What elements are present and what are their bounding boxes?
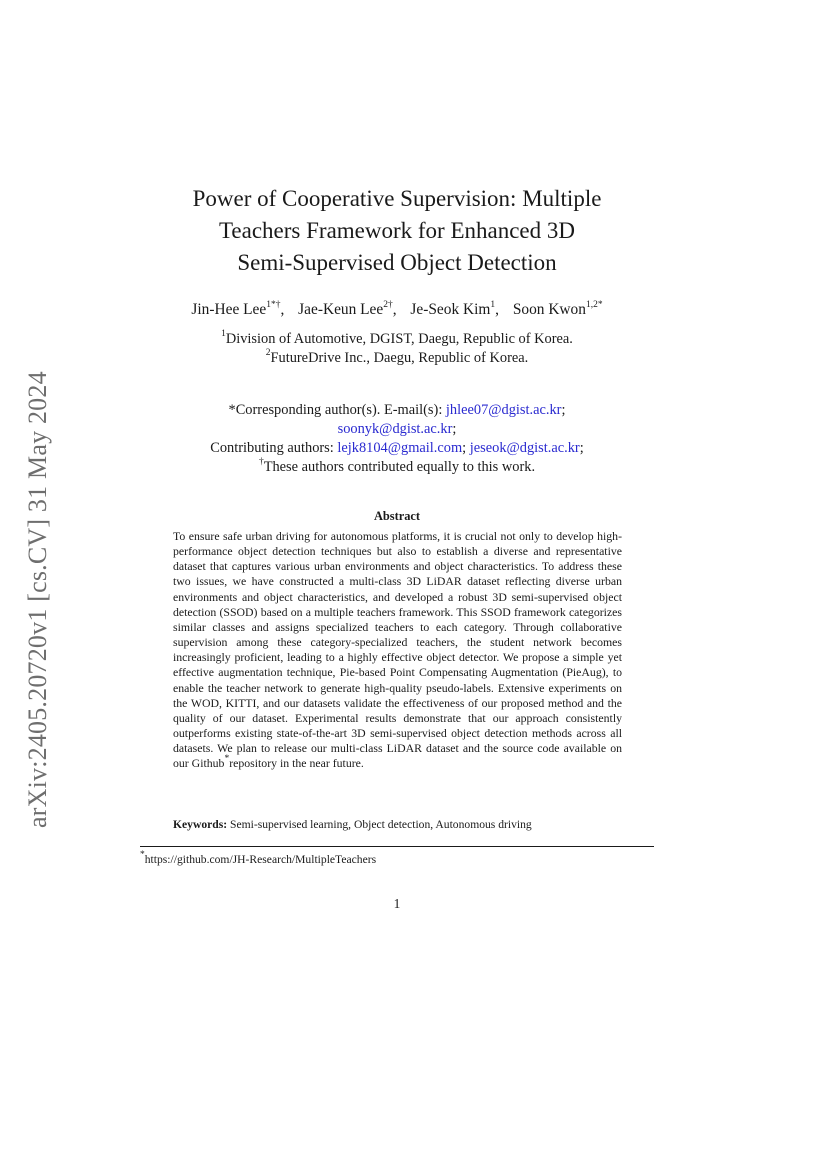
- equal-contribution-text: These authors contributed equally to this work.: [263, 459, 536, 475]
- corresponding-prefix: *Corresponding author(s). E-mail(s):: [228, 402, 446, 418]
- footnote-divider: [140, 846, 654, 847]
- author: [513, 301, 603, 318]
- author: [298, 301, 393, 318]
- footnote: [140, 852, 376, 867]
- footnote-mark: *: [140, 850, 145, 861]
- keywords-label: Keywords:: [173, 818, 228, 831]
- author: [410, 301, 495, 318]
- footnote-url[interactable]: https://github.com/JH-Research/MultipleTeachers: [144, 853, 377, 866]
- email-link[interactable]: soonyk@dgist.ac.kr: [337, 421, 453, 437]
- separator: ;: [462, 440, 470, 456]
- paper-title: [140, 183, 654, 279]
- keywords-text: Semi-supervised learning, Object detection, Autonomous driving: [227, 818, 532, 831]
- arxiv-margin-stamp: arXiv:2405.20720v1 [cs.CV] 31 May 2024: [23, 371, 52, 829]
- author-marks: 1,2*: [585, 299, 603, 310]
- separator: ;: [579, 440, 584, 456]
- affiliation-text: Division of Automotive, DGIST, Daegu, Republic of Korea.: [225, 331, 573, 347]
- abstract-body: [173, 529, 622, 772]
- email-link[interactable]: jhlee07@dgist.ac.kr: [445, 402, 562, 418]
- correspondence-block: [140, 401, 654, 477]
- dagger-mark: †: [258, 457, 264, 468]
- author-name: Jae-Keun Lee: [298, 301, 384, 318]
- author-list: Jin-Hee Lee$^{1*\dagger}$, Jae-Keun Lee$^{2\dagger}$, Je-Seok Kim$^1$, Soon Kwon$^{1,2*}$: [191, 299, 603, 318]
- equal-contribution-note: [140, 458, 654, 477]
- page-number: 1: [393, 896, 401, 911]
- footnote-ref: *: [224, 754, 230, 765]
- keywords: [173, 817, 622, 832]
- contributing-line: [140, 439, 654, 458]
- author-marks: 2†: [383, 299, 393, 310]
- affiliation: [140, 330, 654, 349]
- abstract-heading: Abstract: [373, 509, 421, 523]
- affiliation: [140, 349, 654, 368]
- author-marks: 1: [490, 299, 496, 310]
- affiliations: [140, 330, 654, 368]
- author-name: Soon Kwon: [512, 301, 586, 318]
- author-marks: 1*†: [266, 299, 281, 310]
- affiliation-text: FutureDrive Inc., Daegu, Republic of Korea.: [270, 350, 529, 366]
- author: [191, 301, 280, 318]
- email-link[interactable]: jeseok@dgist.ac.kr: [469, 440, 580, 456]
- contributing-prefix: Contributing authors:: [210, 440, 338, 456]
- title-line: Power of Cooperative Supervision: Multiple: [192, 186, 602, 211]
- affiliation-mark: 2: [265, 348, 271, 359]
- affiliation-mark: 1: [221, 329, 226, 340]
- abstract-text: To ensure safe urban driving for autonomous platforms, it is crucial not only to develop high-performance object detection techniques but also to establish a diverse and representative dataset that captures various urban environments and object characteristics. To address these two issues, we have constructed a multi-class 3D LiDAR dataset reflecting diverse urban environments and object characteristics, and developed a robust 3D semi-supervised object detection (SSOD) based on a multiple teachers framework. This SSOD framework categorizes similar classes and assigns specialized teachers to each category. Through collaborative supervision among these category-specialized teachers, the student network becomes increasingly proficient, leading to a highly effective object detector. We propose a simple yet effective augmentation technique, Pie-based Point Compensating Augmentation (PieAug), to enable the teacher network to generate high-quality pseudo-labels. Extensive experiments on the WOD, KITTI, and our datasets validate the effectiveness of our proposed method and the quality of our dataset. Experimental results demonstrate that our approach consistently outperforms existing state-of-the-art 3D semi-supervised object detection methods across all datasets. We plan to release our multi-class LiDAR dataset and the source code available on our Github: [173, 529, 622, 771]
- corresponding-line: [140, 401, 654, 420]
- abstract-text-end: repository in the near future.: [229, 756, 364, 771]
- author-name: Jin-Hee Lee: [191, 301, 267, 318]
- author-name: Je-Seok Kim: [410, 301, 491, 318]
- email-link[interactable]: lejk8104@gmail.com: [337, 440, 463, 456]
- corresponding-line: [140, 420, 654, 439]
- title-line: Teachers Framework for Enhanced 3D: [218, 218, 576, 243]
- separator: ;: [561, 402, 566, 418]
- separator: ;: [452, 421, 457, 437]
- title-line: Semi-Supervised Object Detection: [237, 250, 557, 275]
